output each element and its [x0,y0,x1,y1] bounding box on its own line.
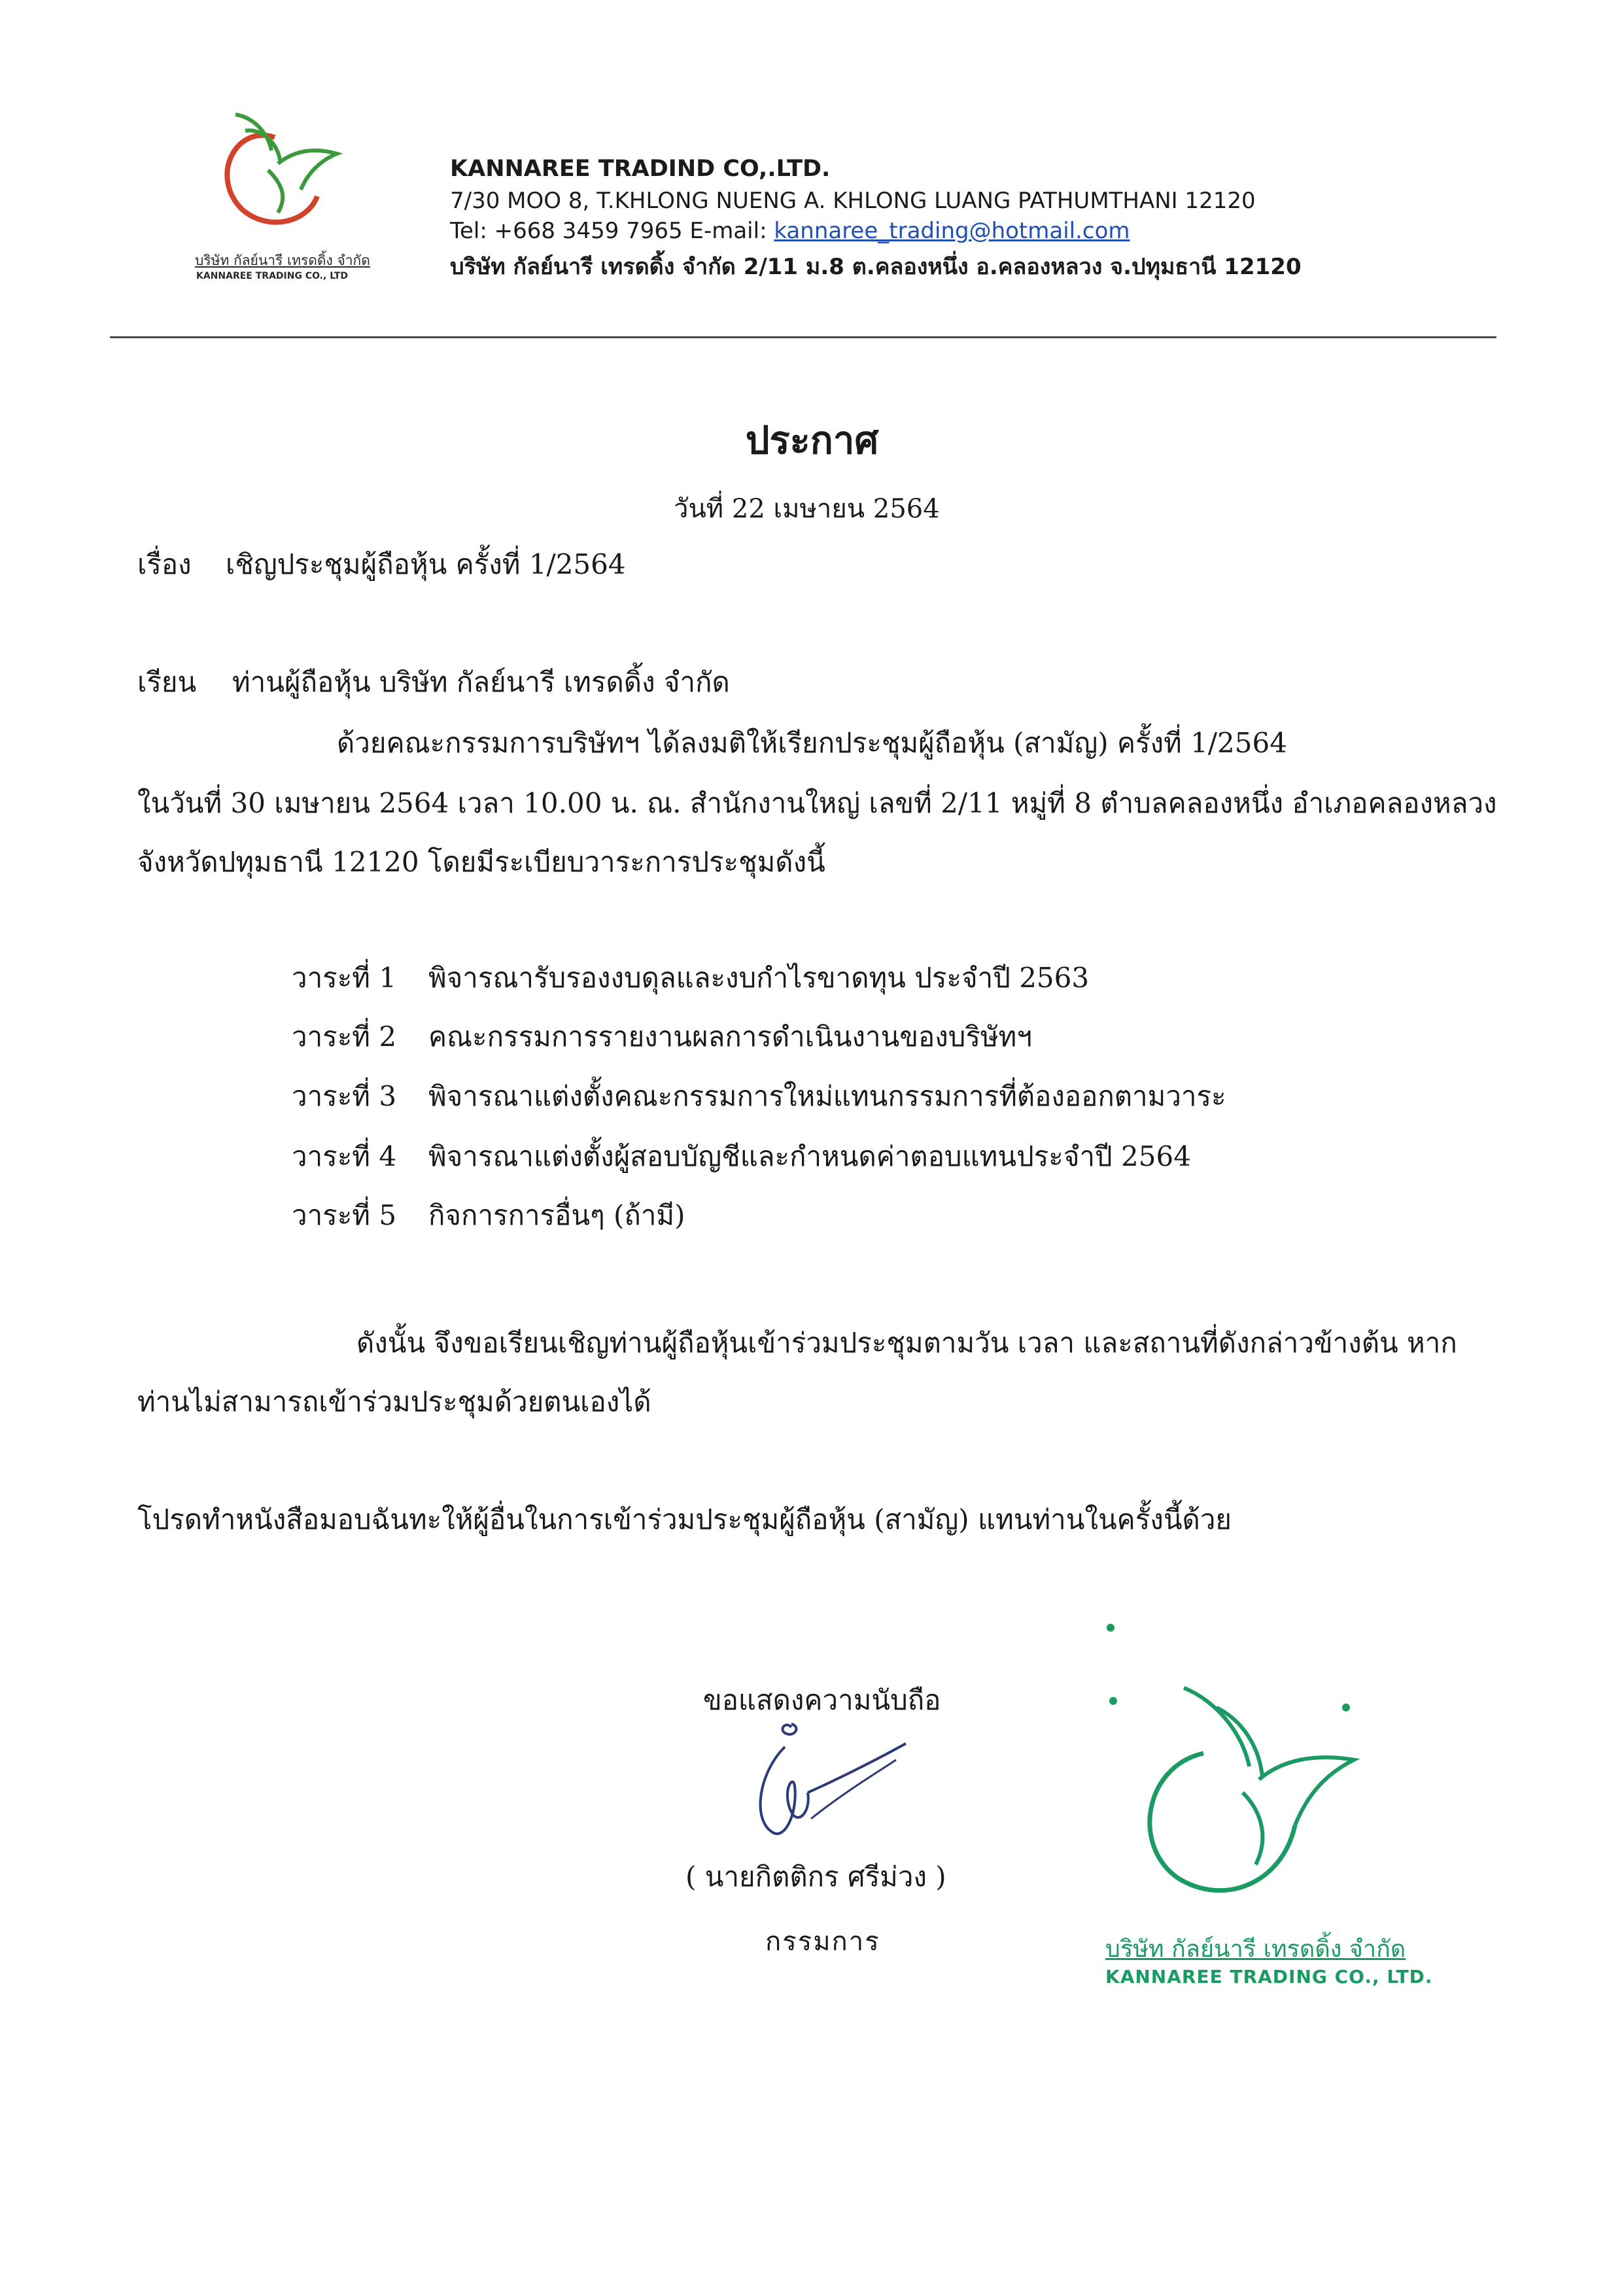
closing-line-1: ดังนั้น จึงขอเรียนเชิญท่านผู้ถือหุ้นเข้าร่วมประชุมตามวัน เวลา และสถานที่ดังกล่าวข้างต้น หาก [356,1327,1457,1359]
company-address-thai: บริษัท กัลย์นารี เทรดดิ้ง จำกัด 2/11 ม.8 ต.คลองหนึ่ง อ.คลองหลวง จ.ปทุมธานี 12120 [450,254,1302,280]
announcement-date: วันที่ 22 เมษายน 2564 [674,494,940,524]
intro-line-1: ด้วยคณะกรรมการบริษัทฯ ได้ลงมติให้เรียกประชุมผู้ถือหุ้น (สามัญ) ครั้งที่ 1/2564 [337,727,1287,759]
agenda-label-1: วาระที่ 1 [292,962,397,994]
signer-role: กรรมการ [765,1927,880,1957]
contact-phone: Tel: +668 3459 7965 E-mail: [450,218,774,244]
logo-company-english: KANNAREE TRADING CO., LTD [196,271,348,281]
subject-text: เชิญประชุมผู้ถือหุ้น ครั้งที่ 1/2564 [226,548,626,580]
handwritten-signature [746,1714,916,1858]
logo-company-thai: บริษัท กัลย์นารี เทรดดิ้ง จำกัด [195,253,370,268]
stamp-bird-icon [1105,1609,1367,1923]
header-divider [110,336,1496,338]
agenda-label-4: วาระที่ 4 [292,1140,397,1172]
stamp-company-thai: บริษัท กัลย์นารี เทรดดิ้ง จำกัด [1105,1936,1406,1963]
announcement-title: ประกาศ [745,418,879,463]
agenda-text-4: พิจารณาแต่งตั้งผู้สอบบัญชีและกำหนดค่าตอบแทนประจำปี 2564 [428,1140,1191,1172]
agenda-text-3: พิจารณาแต่งตั้งคณะกรรมการใหม่แทนกรรมการที่ต้องออกตามวาระ [428,1080,1226,1112]
agenda-label-3: วาระที่ 3 [292,1080,397,1112]
to-label: เรียน [137,666,197,698]
agenda-text-5: กิจการการอื่นๆ (ถ้ามี) [428,1199,685,1231]
agenda-text-2: คณะกรรมการรายงานผลการดำเนินงานของบริษัทฯ [428,1021,1032,1053]
logo-bird-icon [196,98,353,255]
intro-line-2: ในวันที่ 30 เมษายน 2564 เวลา 10.00 น. ณ. สำนักงานใหญ่ เลขที่ 2/11 หมู่ที่ 8 ตำบลคลองหนึ่ง อำเภอคลองหลวง [137,787,1497,819]
signer-name: ( นายกิตติกร ศรีม่วง ) [685,1861,946,1893]
signature-closing: ขอแสดงความนับถือ [703,1684,941,1716]
company-contact [450,218,1130,244]
closing-line-2: ท่านไม่สามารถเข้าร่วมประชุมด้วยตนเองได้ [137,1386,651,1418]
agenda-label-5: วาระที่ 5 [292,1199,397,1231]
proxy-line: โปรดทำหนังสือมอบฉันทะให้ผู้อื่นในการเข้าร่วมประชุมผู้ถือหุ้น (สามัญ) แทนท่านในครั้งนี้ด้วย [137,1503,1232,1535]
email-link[interactable]: kannaree_trading@hotmail.com [774,218,1130,244]
intro-line-3: จังหวัดปทุมธานี 12120 โดยมีระเบียบวาระการประชุมดังนี้ [137,846,825,878]
agenda-text-1: พิจารณารับรองงบดุลและงบกำไรขาดทุน ประจำปี 2563 [428,962,1090,994]
company-name: KANNAREE TRADIND CO,.LTD. [450,156,831,182]
company-address-english: 7/30 MOO 8, T.KHLONG NUENG A. KHLONG LUANG PATHUMTHANI 12120 [450,188,1256,214]
agenda-label-2: วาระที่ 2 [292,1021,397,1053]
stamp-company-english: KANNAREE TRADING CO., LTD. [1105,1966,1433,1988]
subject-label: เรื่อง [137,548,192,580]
to-text: ท่านผู้ถือหุ้น บริษัท กัลย์นารี เทรดดิ้ง จำกัด [232,666,730,698]
